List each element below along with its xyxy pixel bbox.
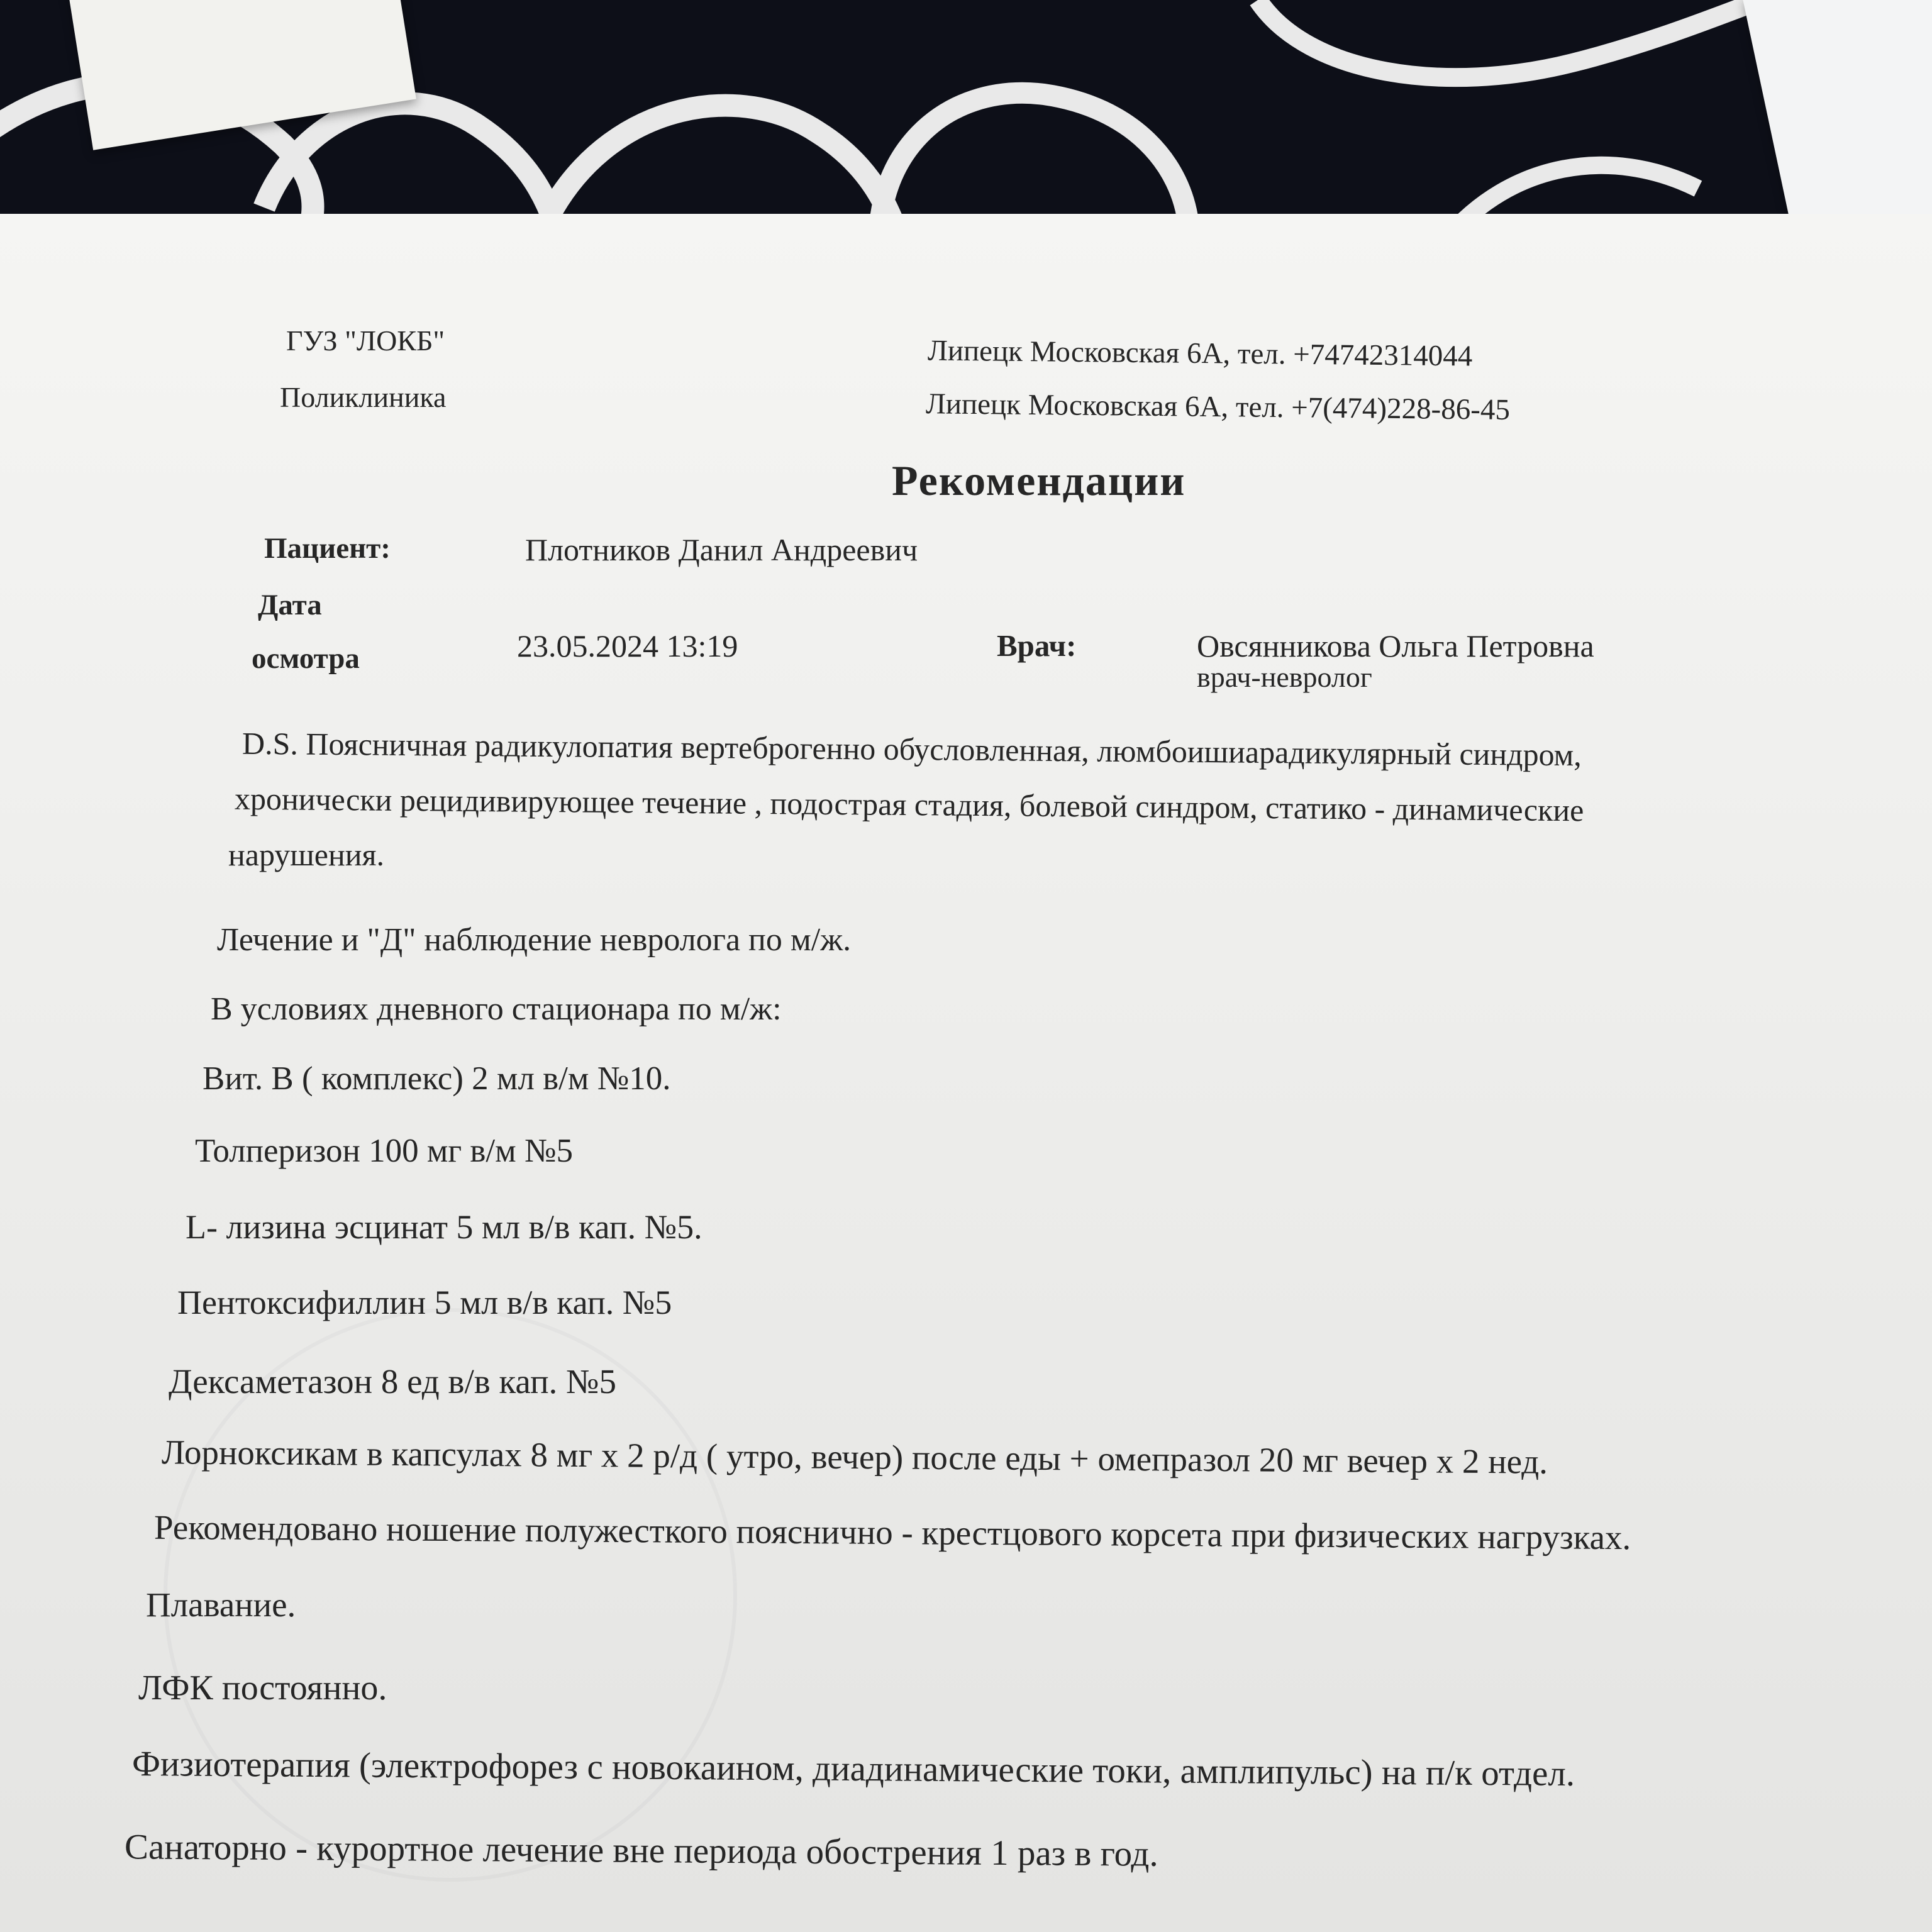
org-name: ГУЗ "ЛОКБ" <box>286 325 445 357</box>
rec-physiotherapy: Физиотерапия (электрофорез с новокаином, диадинамические токи, амплипульс) на п/к отдел. <box>131 1743 1575 1794</box>
page-title: Рекомендации <box>892 457 1186 504</box>
doctor-name: Овсянникова Ольга Петровна <box>1197 628 1594 663</box>
rec-l-lysine: L- лизина эсцинат 5 мл в/в кап. №5. <box>186 1208 702 1246</box>
org-dept: Поликлиника <box>280 381 447 413</box>
rec-sanatorium: Санаторно - курортное лечение вне периода обострения 1 раз в год. <box>124 1827 1158 1874</box>
address-line-2: Липецк Московская 6А, тел. +7(474)228-86-45 <box>925 387 1511 426</box>
rec-dexamethasone: Дексаметазон 8 ед в/в кап. №5 <box>169 1362 616 1401</box>
date-label-line2: осмотра <box>252 642 360 675</box>
rec-corset: Рекомендовано ношение полужесткого пояснично - крестцового корсета при физических нагрузках. <box>153 1507 1631 1557</box>
doctor-label: Врач: <box>997 628 1077 663</box>
document-sheet <box>0 214 1932 1932</box>
exam-datetime: 23.05.2024 13:19 <box>517 628 738 663</box>
rec-swimming: Плавание. <box>146 1585 296 1624</box>
rec-followup: Лечение и "Д" наблюдение невролога по м/ж. <box>217 922 852 958</box>
diagnosis-line-3: нарушения. <box>228 837 384 872</box>
rec-vitamin-b: Вит. В ( комплекс) 2 мл в/м №10. <box>203 1060 671 1097</box>
rec-pentoxifylline: Пентоксифиллин 5 мл в/в кап. №5 <box>177 1284 672 1321</box>
date-label-line1: Дата <box>258 589 322 621</box>
patient-name: Плотников Данил Андреевич <box>525 532 918 567</box>
address-line-1: Липецк Московская 6А, тел. +74742314044 <box>927 334 1473 373</box>
rec-day-hospital: В условиях дневного стационара по м/ж: <box>211 991 782 1027</box>
patient-label: Пациент: <box>264 532 391 565</box>
doctor-role: врач-невролог <box>1197 661 1372 693</box>
rec-exercise-therapy: ЛФК постоянно. <box>138 1668 387 1707</box>
rec-tolperisone: Толперизон 100 мг в/м №5 <box>195 1133 574 1169</box>
diagnosis-line-2: хронически рецидивирующее течение , подострая стадия, болевой синдром, статико - динамические <box>234 780 1584 828</box>
rec-lornoxicam: Лорноксикам в капсулах 8 мг х 2 р/д ( утро, вечер) после еды + омепразол 20 мг вечер х 2 нед. <box>161 1433 1548 1481</box>
diagnosis-line-1: D.S. Поясничная радикулопатия вертеброгенно обусловленная, люмбоишиарадикулярный синдром, <box>242 725 1582 773</box>
